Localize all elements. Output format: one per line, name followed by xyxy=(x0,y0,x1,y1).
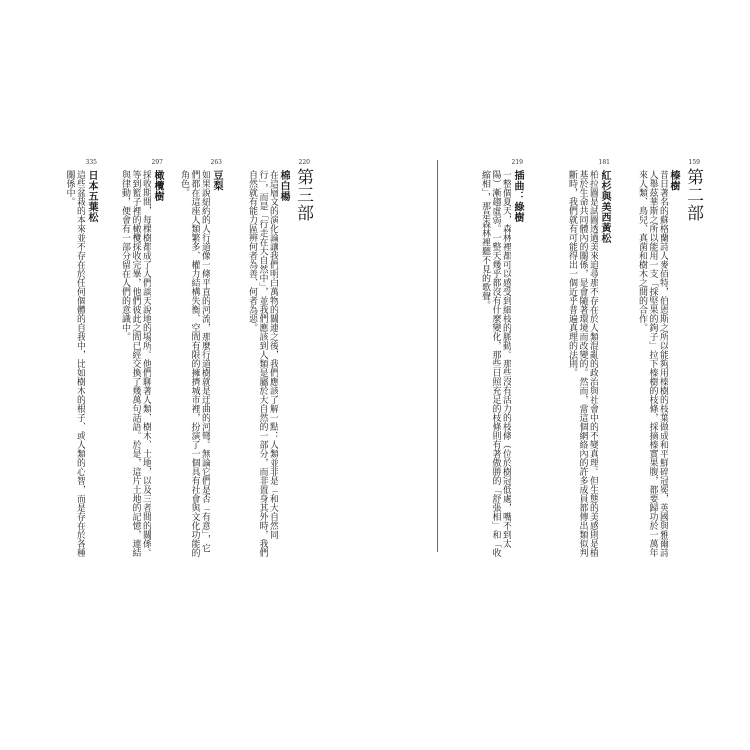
page-number: 181 xyxy=(598,159,610,166)
entry-cottonwood xyxy=(247,159,313,560)
section-text: 昔日著名的蘇格蘭詩人麥佰特，伯恩斯之所以能夠用榛樹的枝葉做成和平鮮碎冠冕，英國與雅爾詩人舉茲華斯之所以能用一支「採堅果的鉤子」拉下榛樹的枝條，採摘榛實果腹，都要歸功於一萬年來人類、鳥兒、真菌和樹木之間的合作。 xyxy=(637,170,668,557)
page-number: 297 xyxy=(151,159,163,166)
part-heading: 第三部 xyxy=(293,168,313,222)
section-title: 棉白楊 xyxy=(278,170,289,202)
section-title: 榛樹 xyxy=(668,170,679,191)
section-text: 如果說紐約的人行道像一條平直的河流，那麼行道樹就是迂曲的河彎。無論它們是否「有意」，它們都在這座人類繁多、權力結構失衡、空間有限的擁擠城市裡，扮演了一個具有社會與文化功能的角色。 xyxy=(179,170,210,557)
part-heading: 第二部 xyxy=(683,168,703,222)
section-title: 豆梨 xyxy=(211,170,222,191)
section-title: 插曲：綠樹 xyxy=(512,170,523,223)
entry-japanese-white-pine xyxy=(64,160,97,560)
entry-redwood-ponderosa xyxy=(530,160,610,560)
entry-olive xyxy=(95,160,163,560)
section-title: 橄欖樹 xyxy=(152,170,163,202)
page-number: 159 xyxy=(688,159,700,166)
page-number: 335 xyxy=(85,159,97,166)
section-text: 一整個夏天，森林裡都可以感受到細枝的脈動。那些沒有活力的枝條（位於樹冠低處，嘴不到太陽）漸趨虛弱。一整天幾乎都沒有什麼變化，那些日照充足的枝條則有著傲勝的「舒張相」和「收縮相」，那是森林裡聽不見的歌聲。 xyxy=(480,170,511,557)
section-text: 採收期間，每棵樹都成了人們談天說地的場所。他們聊著人類、樹木、土地，以及三者間的關係。等到籃子裡的橄欖採收完畢，他們彼此之間已經交換了幾萬句話語。於是，這片土地的記憶，連結與律動，便會有一部分留在人們的意識中。 xyxy=(120,170,151,557)
section-text: 柏拉圖是試圖透過美來追尋那不存在於人類混亂的政治與社會中的不變真理。但生態的美感則是植基於生命共同體內的關係，是會隨著環境而改變的。然而，當這個網絡內的許多成員都傳出類似判斷時，我們就有可能得出一個近乎普遍真理的法則。 xyxy=(567,170,598,557)
page-number: 219 xyxy=(511,159,523,166)
section-title: 紅杉與美西黃松 xyxy=(599,170,610,244)
section-text: 這些盆栽的本來並不存在於任何個體的自我中，比如樹木的根子、或人類的心智，而是存在於各種關係中。 xyxy=(64,170,85,557)
entry-callery-pear xyxy=(177,160,222,560)
section-text: 在這層文的演化論讓我們明白萬物的關連之後，我們應該了解一點：人類並非是「和大自然同行」，而是「行走在大自然中」，並我們應該到人類是屬於大自然的一部分，而非置身其外時，我們自然就有能力區辨何者為善、何者為惡。 xyxy=(247,170,278,557)
entry-interlude-green xyxy=(455,160,523,560)
page-number: 263 xyxy=(210,159,222,166)
entry-hazel xyxy=(612,159,703,560)
page-divider xyxy=(437,160,438,552)
page-number: 220 xyxy=(298,159,310,166)
section-title: 日本五葉松 xyxy=(86,170,97,223)
